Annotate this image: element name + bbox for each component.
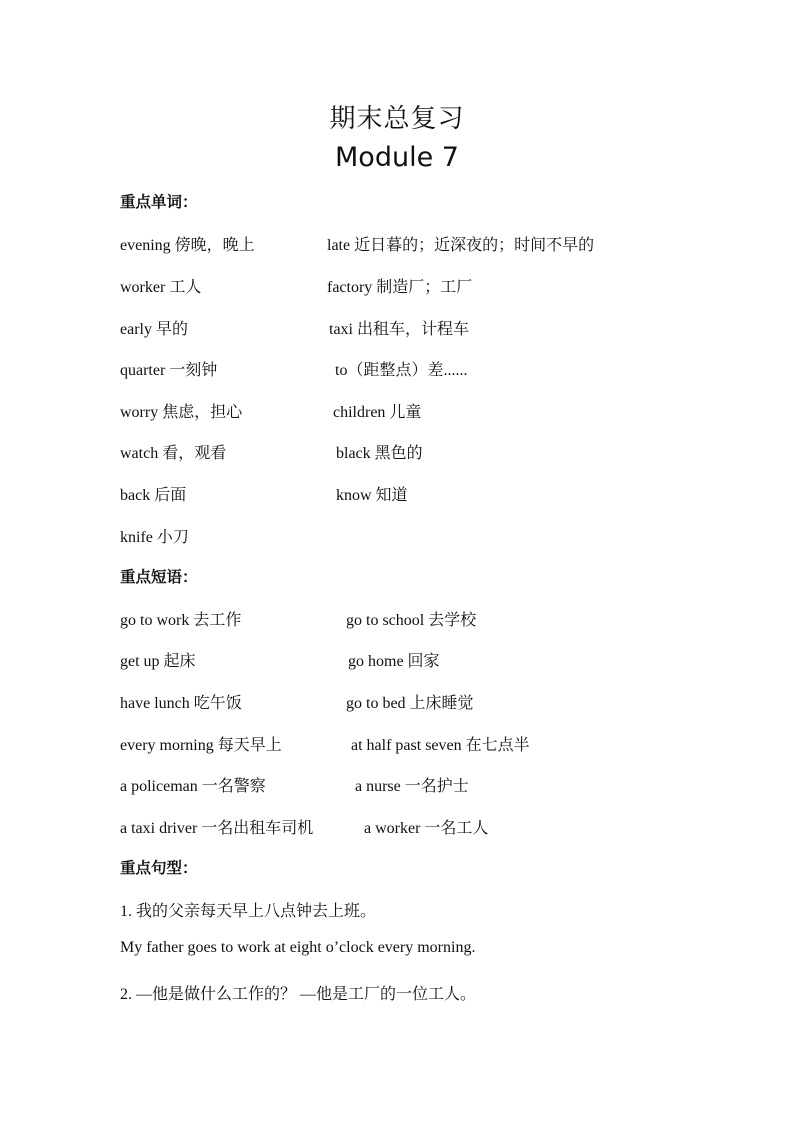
phrase-entry: every morning 每天早上 bbox=[120, 737, 282, 754]
word-row bbox=[120, 274, 760, 298]
phrase-row bbox=[120, 773, 760, 797]
page-subtitle: Module 7 bbox=[335, 142, 459, 173]
word-row bbox=[120, 357, 760, 381]
word-entry: watch 看，观看 bbox=[120, 445, 227, 462]
word-row bbox=[120, 482, 760, 506]
word-entry: quarter 一刻钟 bbox=[120, 362, 218, 379]
word-row bbox=[120, 440, 760, 464]
section-heading-sentences: 重点句型： bbox=[120, 859, 198, 877]
word-entry: knife 小刀 bbox=[120, 529, 189, 546]
word-entry: factory 制造厂；工厂 bbox=[327, 279, 473, 296]
word-row bbox=[120, 524, 760, 548]
phrase-entry: go to school 去学校 bbox=[346, 612, 477, 629]
phrase-entry: a nurse 一名护士 bbox=[355, 778, 469, 795]
phrase-entry: get up 起床 bbox=[120, 653, 196, 670]
word-entry: late 近日暮的；近深夜的；时间不早的 bbox=[327, 237, 595, 254]
word-row bbox=[120, 232, 760, 256]
phrase-entry: go to work 去工作 bbox=[120, 612, 242, 629]
word-entry: worry 焦虑，担心 bbox=[120, 404, 243, 421]
word-row bbox=[120, 399, 760, 423]
phrase-row bbox=[120, 815, 760, 839]
phrase-row bbox=[120, 732, 760, 756]
word-entry: children 儿童 bbox=[333, 404, 422, 421]
sentence-english: My father goes to work at eight o’clock every morning. bbox=[120, 939, 476, 956]
phrase-entry: a taxi driver 一名出租车司机 bbox=[120, 820, 314, 837]
phrase-entry: have lunch 吃午饭 bbox=[120, 695, 242, 712]
word-entry: worker 工人 bbox=[120, 279, 202, 296]
page-title: 期末总复习 bbox=[329, 104, 465, 134]
phrase-row bbox=[120, 607, 760, 631]
sentence-chinese: 1. 我的父亲每天早上八点钟去上班。 bbox=[120, 903, 377, 920]
phrase-entry: go home 回家 bbox=[348, 653, 440, 670]
phrase-entry: a policeman 一名警察 bbox=[120, 778, 266, 795]
phrase-entry: a worker 一名工人 bbox=[364, 820, 489, 837]
sentence-chinese: 2. —他是做什么工作的？ —他是工厂的一位工人。 bbox=[120, 986, 477, 1003]
word-entry: evening 傍晚，晚上 bbox=[120, 237, 255, 254]
phrase-entry: go to bed 上床睡觉 bbox=[346, 695, 474, 712]
section-heading-phrases: 重点短语： bbox=[120, 568, 198, 586]
phrase-row bbox=[120, 690, 760, 714]
word-entry: black 黑色的 bbox=[336, 445, 423, 462]
word-entry: to（距整点）差...... bbox=[335, 362, 468, 379]
section-heading-words: 重点单词： bbox=[120, 193, 198, 211]
phrase-entry: at half past seven 在七点半 bbox=[351, 737, 530, 754]
phrase-row bbox=[120, 648, 760, 672]
word-entry: early 早的 bbox=[120, 321, 188, 338]
word-entry: taxi 出租车，计程车 bbox=[329, 321, 469, 338]
word-entry: back 后面 bbox=[120, 487, 187, 504]
word-entry: know 知道 bbox=[336, 487, 408, 504]
word-row bbox=[120, 316, 760, 340]
